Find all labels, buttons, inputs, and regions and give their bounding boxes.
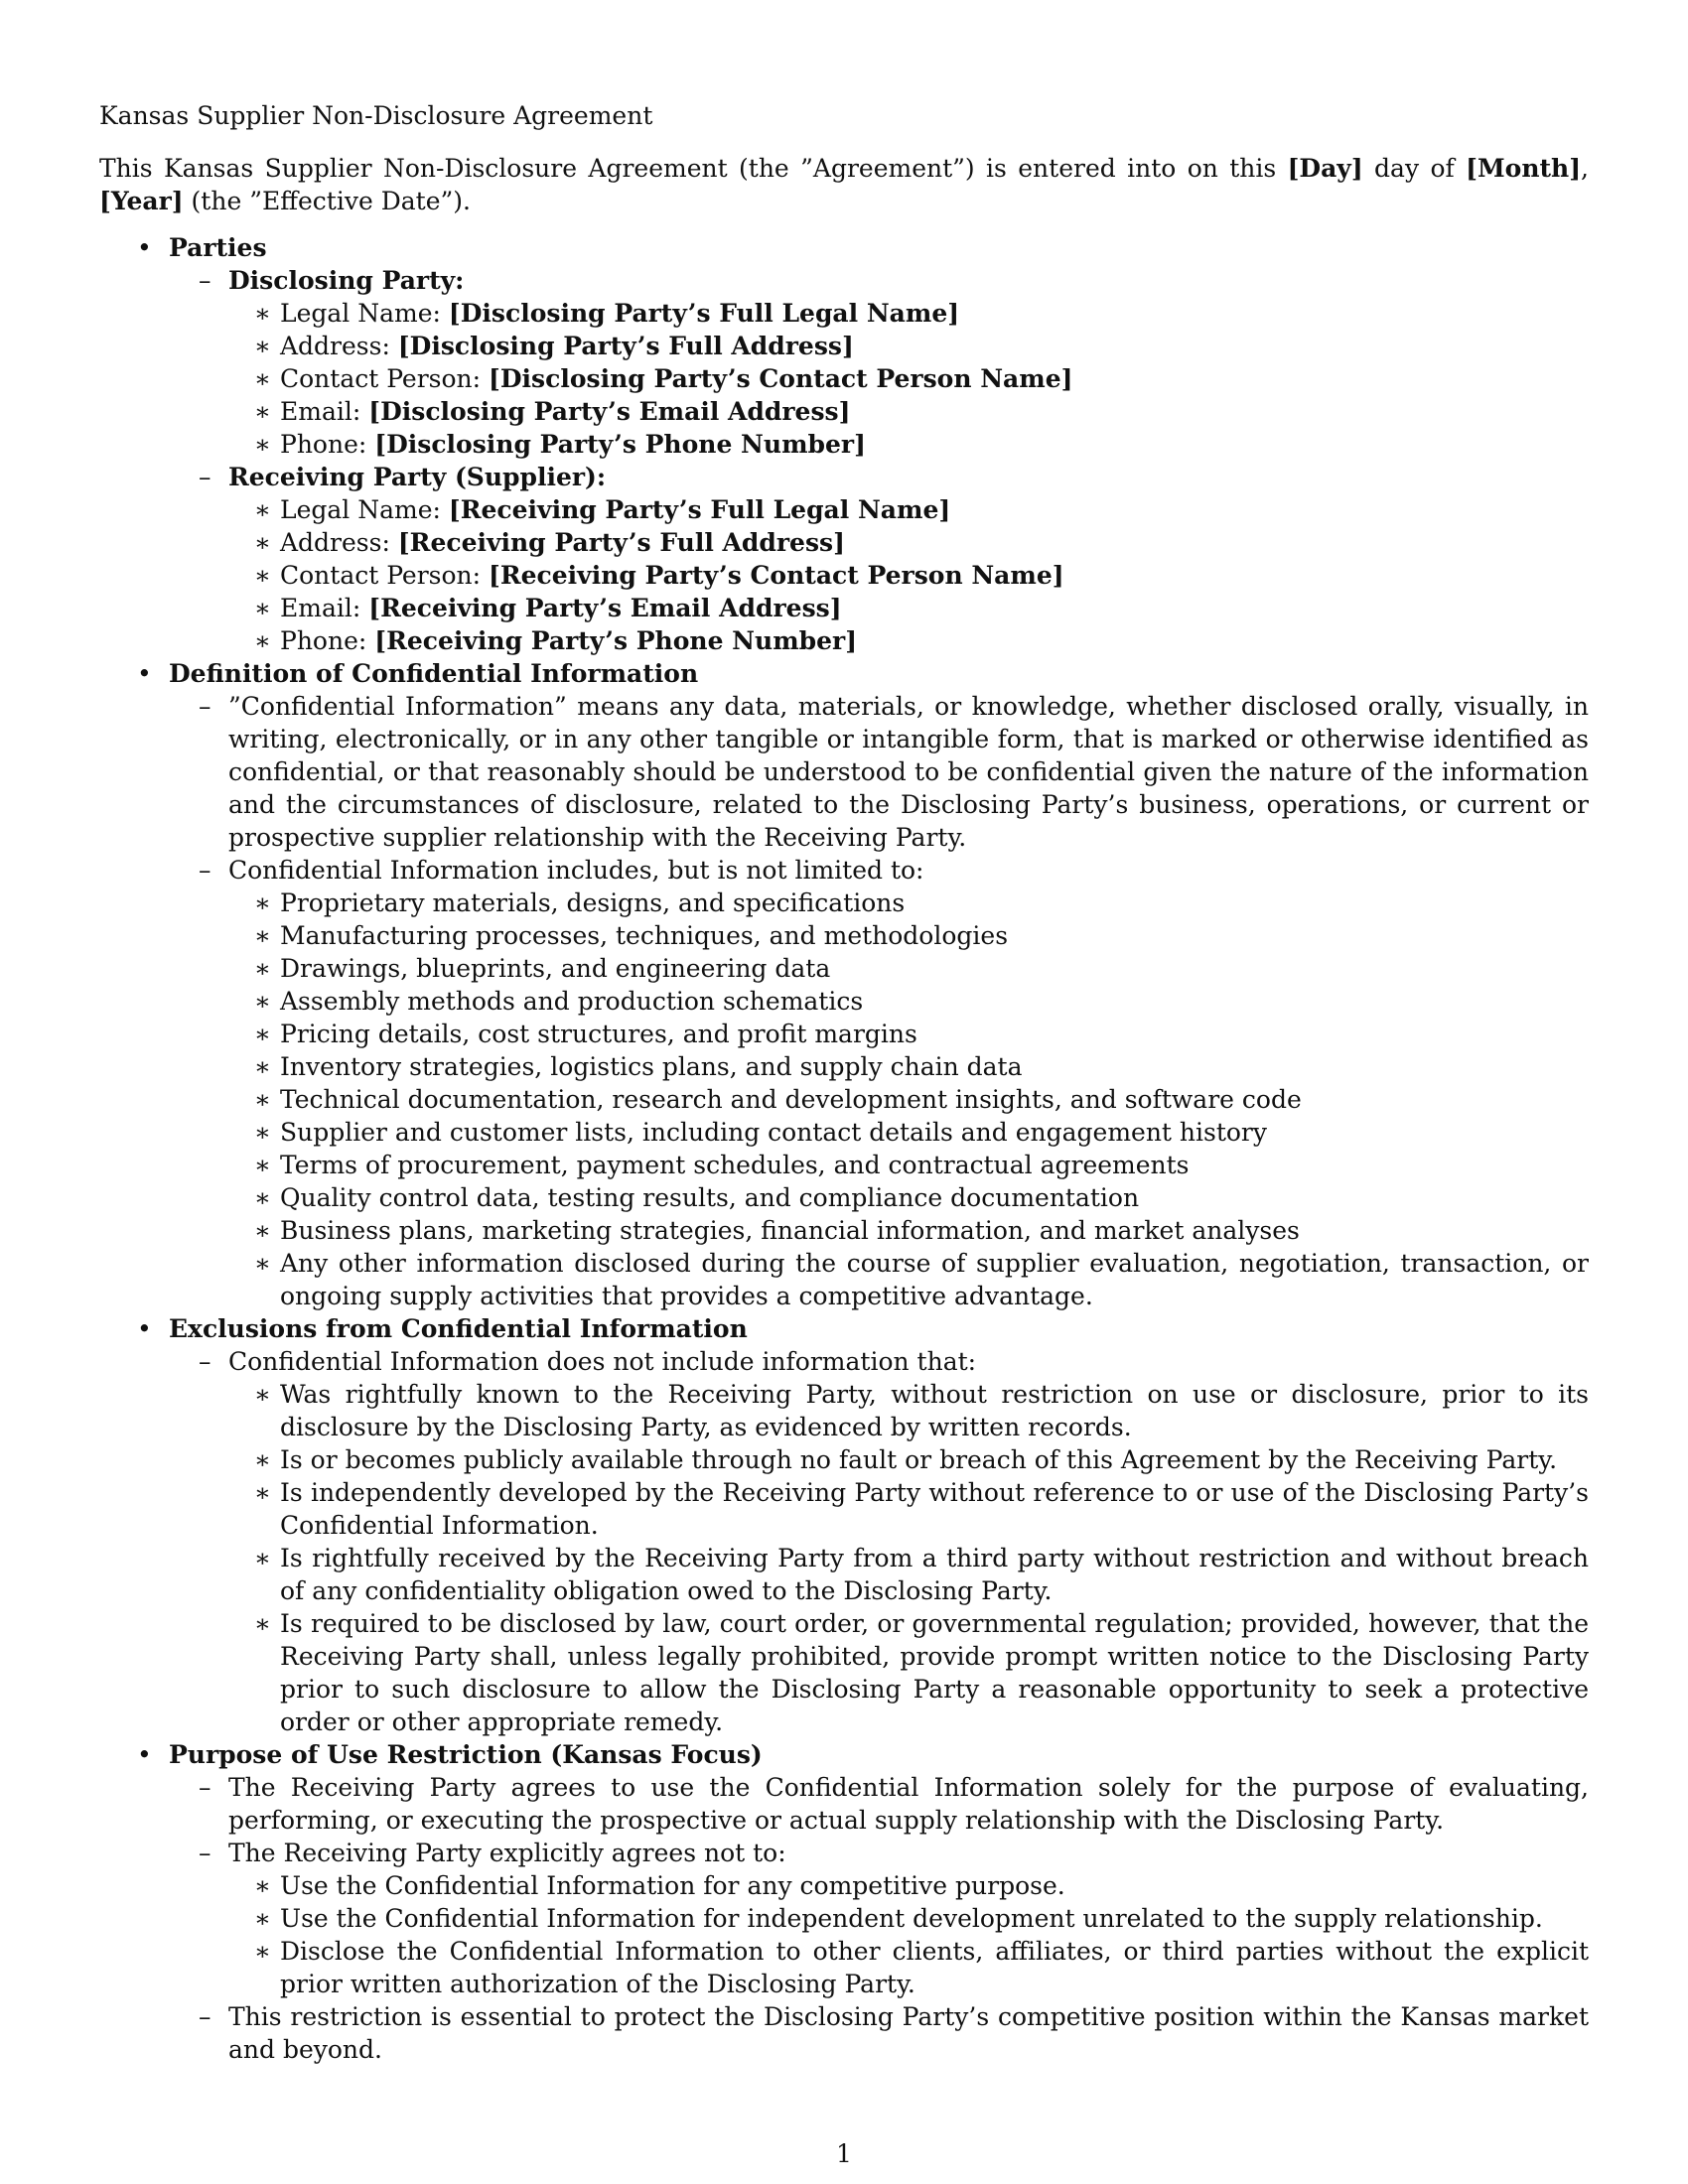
section-exclusions [99,1312,1589,1738]
list-item: ∗ Is or becomes publicly available through no fault or breach of this Agreement by the Receiving Party. [228,1443,1589,1476]
list-item: ∗ Inventory strategies, logistics plans, and supply chain data [228,1050,1589,1083]
document-title: Kansas Supplier Non-Disclosure Agreement [99,101,653,130]
list-item: ∗ Is rightfully received by the Receiving Party from a third party without restriction and without breach of any confidentiality obligation owed to the Disclosing Party. [228,1542,1589,1607]
disclosing-address: ∗ Address: [Disclosing Party’s Full Address] [228,330,1589,362]
list-item: ∗ Terms of procurement, payment schedules, and contractual agreements [228,1149,1589,1181]
section-purpose [99,1738,1589,2066]
list-item: ∗ Business plans, marketing strategies, financial information, and market analyses [228,1214,1589,1247]
list-item: ∗ Is required to be disclosed by law, court order, or governmental regulation; provided, however, that the Receiving Party shall, unless legally prohibited, provide prompt written notice to the Disclosing Party prior to such disclosure to allow the Disclosing Party a reasonable opportunity to seek a protective order or other appropriate remedy. [228,1607,1589,1738]
disclosing-party [169,264,1589,461]
disclosing-legal-name: ∗ Legal Name: [Disclosing Party’s Full Legal Name] [228,297,1589,330]
definition-paragraph: – ”Confidential Information” means any data, materials, or knowledge, whether disclosed orally, visually, in writing, electronically, or in any other tangible or intangible form, that is marked or otherwise identified as confidential, or that reasonably should be understood to be confidential given the nature of the information and the circumstances of disclosure, related to the Disclosing Party’s business, operations, or current or prospective supplier relationship with the Receiving Party. [169,690,1589,854]
disclosing-email: ∗ Email: [Disclosing Party’s Email Address] [228,395,1589,428]
year-placeholder: [Year] [99,187,184,215]
section-heading: Purpose of Use Restriction (Kansas Focus) [169,1740,763,1769]
document-page [99,99,1589,2066]
receiving-contact-person: ∗ Contact Person: [Receiving Party’s Contact Person Name] [228,559,1589,592]
section-parties [99,231,1589,657]
list-item: ∗ Assembly methods and production schematics [228,985,1589,1018]
list-item: ∗ Use the Confidential Information for independent development unrelated to the supply relationship. [228,1902,1589,1935]
purpose-paragraph-3: – This restriction is essential to protect the Disclosing Party’s competitive position within the Kansas market and beyond. [169,2000,1589,2066]
section-definition [99,657,1589,1312]
exclusions-intro: – Confidential Information does not include information that: ∗ Was rightfully known to the Receiving Party, without restriction on use or disclosure, prior to its disclosure by the Disclosing Party, as evidenced by written records. ∗ Is or becomes publicly available through no fault or breach of this Agreement by the Receiving Party. ∗ Is independently developed by the Receiving Party without reference to or use of the Disclosing Party’s Confidential Information. ∗ Is rightfully received by the Receiving Party from a third party without restriction and without breach of any confidentiality obligation owed to the Disclosing Party. ∗ Is required to be disclosed by law, court order, or governmental regulation; provided, however, that the Receiving Party shall, unless legally prohibited, provide prompt written notice to the Disclosing Party prior to such disclosure to allow the Disclosing Party a reasonable opportunity to seek a protective order or other appropriate remedy. [169,1345,1589,1738]
receiving-legal-name: ∗ Legal Name: [Receiving Party’s Full Legal Name] [228,493,1589,526]
list-item: ∗ Drawings, blueprints, and engineering data [228,952,1589,985]
list-item: ∗ Disclose the Confidential Information to other clients, affiliates, or third parties without the explicit prior written authorization of the Disclosing Party. [228,1935,1589,2000]
disclosing-phone: ∗ Phone: [Disclosing Party’s Phone Number] [228,428,1589,461]
list-item: ∗ Is independently developed by the Receiving Party without reference to or use of the Disclosing Party’s Confidential Information. [228,1476,1589,1542]
list-item: ∗ Manufacturing processes, techniques, and methodologies [228,919,1589,952]
section-heading: Definition of Confidential Information [169,659,699,688]
receiving-phone: ∗ Phone: [Receiving Party’s Phone Number] [228,624,1589,657]
subsection-heading: Receiving Party (Supplier): [228,463,607,491]
intro-paragraph: This Kansas Supplier Non-Disclosure Agreement (the ”Agreement”) is entered into on this [Day] day of [Month], [Year] (the ”Effective Date”). [99,154,1589,215]
list-item: ∗ Use the Confidential Information for any competitive purpose. [228,1869,1589,1902]
list-item: ∗ Supplier and customer lists, including contact details and engagement history [228,1116,1589,1149]
receiving-address: ∗ Address: [Receiving Party’s Full Address] [228,526,1589,559]
subsection-heading: Disclosing Party: [228,266,465,295]
receiving-email: ∗ Email: [Receiving Party’s Email Address] [228,592,1589,624]
definition-includes: – Confidential Information includes, but is not limited to: ∗ Proprietary materials, designs, and specifications ∗ Manufacturing processes, techniques, and methodologies ∗ Drawings, blueprints, and engineering data ∗ Assembly methods and production schematics ∗ Pricing details, cost structures, and profit margins ∗ Inventory strategies, logistics plans, and supply chain data ∗ Technical documentation, research and development insights, and software code ∗ Supplier and customer lists, including contact details and engagement history ∗ Terms of procurement, payment schedules, and contractual agreements ∗ Quality control data, testing results, and compliance documentation ∗ Business plans, marketing strategies, financial information, and market analyses ∗ Any other information disclosed during the course of supplier evaluation, negotiation, transaction, or ongoing supply activities that provides a competitive advantage. [169,854,1589,1312]
receiving-party [169,461,1589,657]
section-heading: Parties [169,233,267,262]
list-item: ∗ Technical documentation, research and development insights, and software code [228,1083,1589,1116]
list-item: ∗ Quality control data, testing results, and compliance documentation [228,1181,1589,1214]
section-heading: Exclusions from Confidential Information [169,1314,748,1343]
list-item: ∗ Was rightfully known to the Receiving Party, without restriction on use or disclosure, prior to its disclosure by the Disclosing Party, as evidenced by written records. [228,1378,1589,1443]
purpose-paragraph-2: – The Receiving Party explicitly agrees not to: ∗ Use the Confidential Information for any competitive purpose. ∗ Use the Confidential Information for independent development unrelated to the supply relationship. ∗ Disclose the Confidential Information to other clients, affiliates, or third parties without the explicit prior written authorization of the Disclosing Party. [169,1837,1589,2000]
disclosing-contact-person: ∗ Contact Person: [Disclosing Party’s Contact Person Name] [228,362,1589,395]
day-placeholder: [Day] [1287,154,1363,183]
page-number: 1 [836,2139,852,2168]
list-item: ∗ Pricing details, cost structures, and profit margins [228,1018,1589,1050]
list-item: ∗ Any other information disclosed during the course of supplier evaluation, negotiation, transaction, or ongoing supply activities that provides a competitive advantage. [228,1247,1589,1312]
list-item: ∗ Proprietary materials, designs, and specifications [228,887,1589,919]
sections-list [99,231,1589,2066]
purpose-paragraph-1: – The Receiving Party agrees to use the Confidential Information solely for the purpose of evaluating, performing, or executing the prospective or actual supply relationship with the Disclosing Party. [169,1771,1589,1837]
month-placeholder: [Month] [1466,154,1582,183]
